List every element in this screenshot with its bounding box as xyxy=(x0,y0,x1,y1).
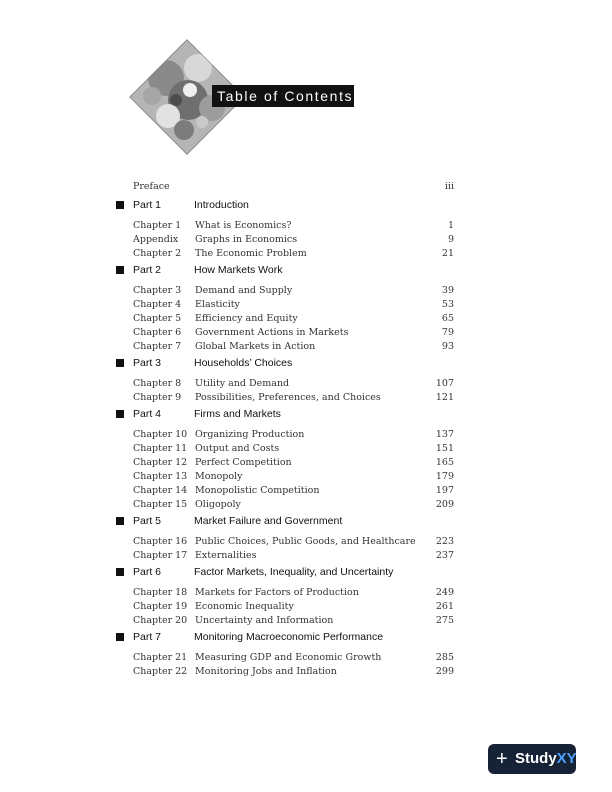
chapter-row[interactable] xyxy=(116,651,461,665)
brand-name-b: XY xyxy=(556,750,577,767)
chapter-title: Possibilities, Preferences, and Choices xyxy=(195,392,381,403)
part-title: Factor Markets, Inequality, and Uncertainty xyxy=(194,566,394,578)
chapter-row[interactable] xyxy=(116,298,461,312)
chapter-row[interactable] xyxy=(116,391,461,405)
square-bullet-icon xyxy=(116,201,124,209)
brand-name xyxy=(515,744,577,774)
chapter-row[interactable] xyxy=(116,219,461,233)
chapter-label: Chapter 2 xyxy=(133,248,182,259)
chapter-title: What is Economics? xyxy=(195,220,292,231)
chapter-page: 121 xyxy=(435,392,454,403)
chapter-label: Chapter 20 xyxy=(133,615,188,626)
part-label: Part 2 xyxy=(133,264,162,276)
chapter-page: 9 xyxy=(447,234,454,245)
chapter-label: Chapter 15 xyxy=(133,499,188,510)
chapter-row[interactable] xyxy=(116,312,461,326)
chapter-row[interactable] xyxy=(116,549,461,563)
chapter-label: Chapter 4 xyxy=(133,299,182,310)
chapter-row[interactable] xyxy=(116,456,461,470)
chapter-label: Chapter 16 xyxy=(133,536,188,547)
part-label: Part 7 xyxy=(133,631,162,643)
preface-page: iii xyxy=(444,181,454,192)
chapter-title: Output and Costs xyxy=(195,443,280,454)
chapter-title: The Economic Problem xyxy=(195,248,307,259)
preface-row[interactable] xyxy=(116,180,461,194)
chapter-row[interactable] xyxy=(116,233,461,247)
chapter-label: Chapter 14 xyxy=(133,485,188,496)
chapter-page: 65 xyxy=(441,313,454,324)
chapter-page: 79 xyxy=(441,327,454,338)
chapter-title: Monopolistic Competition xyxy=(195,485,320,496)
chapter-label: Chapter 12 xyxy=(133,457,188,468)
chapter-page: 261 xyxy=(435,601,454,612)
chapter-page: 165 xyxy=(435,457,454,468)
part-heading[interactable] xyxy=(116,513,461,529)
chapter-title: Externalities xyxy=(195,550,257,561)
part-label: Part 3 xyxy=(133,357,162,369)
chapter-label: Chapter 17 xyxy=(133,550,188,561)
chapter-title: Utility and Demand xyxy=(195,378,290,389)
chapter-page: 107 xyxy=(435,378,454,389)
chapter-title: Government Actions in Markets xyxy=(195,327,349,338)
part-label: Part 1 xyxy=(133,199,162,211)
chapter-page: 137 xyxy=(435,429,454,440)
chapter-page: 285 xyxy=(435,652,454,663)
part-label: Part 5 xyxy=(133,515,162,527)
part-title: Monitoring Macroeconomic Performance xyxy=(194,631,384,643)
chapter-row[interactable] xyxy=(116,326,461,340)
square-bullet-icon xyxy=(116,359,124,367)
chapter-label: Chapter 9 xyxy=(133,392,182,403)
plus-icon: + xyxy=(496,748,508,770)
chapter-title: Public Choices, Public Goods, and Healthcare xyxy=(195,536,416,547)
chapter-label: Chapter 8 xyxy=(133,378,182,389)
chapter-page: 223 xyxy=(435,536,454,547)
chapter-title: Demand and Supply xyxy=(195,285,293,296)
chapter-page: 53 xyxy=(441,299,454,310)
chapter-page: 197 xyxy=(435,485,454,496)
chapter-row[interactable] xyxy=(116,340,461,354)
chapter-title: Markets for Factors of Production xyxy=(195,587,359,598)
chapter-row[interactable] xyxy=(116,470,461,484)
chapter-title: Measuring GDP and Economic Growth xyxy=(195,652,382,663)
chapter-row[interactable] xyxy=(116,535,461,549)
chapter-row[interactable] xyxy=(116,665,461,679)
chapter-row[interactable] xyxy=(116,484,461,498)
chapter-label: Chapter 21 xyxy=(133,652,188,663)
chapter-page: 275 xyxy=(435,615,454,626)
chapter-page: 179 xyxy=(435,471,454,482)
chapter-page: 249 xyxy=(435,587,454,598)
toc-title: Table of Contents xyxy=(212,85,354,107)
chapter-label: Chapter 22 xyxy=(133,666,188,677)
chapter-title: Oligopoly xyxy=(195,499,241,510)
chapter-row[interactable] xyxy=(116,614,461,628)
chapter-label: Appendix xyxy=(133,234,179,245)
chapter-label: Chapter 18 xyxy=(133,587,188,598)
chapter-page: 93 xyxy=(441,341,454,352)
part-label: Part 6 xyxy=(133,566,162,578)
chapter-row[interactable] xyxy=(116,247,461,261)
square-bullet-icon xyxy=(116,266,124,274)
part-label: Part 4 xyxy=(133,408,162,420)
chapter-page: 1 xyxy=(447,220,454,231)
part-title: Market Failure and Government xyxy=(194,515,343,527)
chapter-label: Chapter 10 xyxy=(133,429,188,440)
part-title: How Markets Work xyxy=(194,264,283,276)
chapter-row[interactable] xyxy=(116,442,461,456)
chapter-label: Chapter 1 xyxy=(133,220,182,231)
chapter-title: Monopoly xyxy=(195,471,243,482)
chapter-label: Chapter 7 xyxy=(133,341,182,352)
part-heading[interactable] xyxy=(116,629,461,645)
part-heading[interactable] xyxy=(116,406,461,422)
square-bullet-icon xyxy=(116,517,124,525)
toc-header xyxy=(128,38,368,158)
part-heading[interactable] xyxy=(116,262,461,278)
chapter-row[interactable] xyxy=(116,377,461,391)
chapter-row[interactable] xyxy=(116,284,461,298)
chapter-title: Efficiency and Equity xyxy=(195,313,298,324)
chapter-label: Chapter 3 xyxy=(133,285,182,296)
square-bullet-icon xyxy=(116,633,124,641)
table-of-contents xyxy=(116,180,461,679)
chapter-page: 209 xyxy=(435,499,454,510)
chapter-title: Organizing Production xyxy=(195,429,305,440)
chapter-title: Global Markets in Action xyxy=(195,341,316,352)
part-title: Introduction xyxy=(194,199,249,211)
chapter-page: 151 xyxy=(435,443,454,454)
chapter-row[interactable] xyxy=(116,586,461,600)
part-title: Firms and Markets xyxy=(194,408,281,420)
square-bullet-icon xyxy=(116,410,124,418)
chapter-page: 39 xyxy=(441,285,454,296)
chapter-title: Monitoring Jobs and Inflation xyxy=(195,666,337,677)
part-heading[interactable] xyxy=(116,197,461,213)
chapter-label: Chapter 11 xyxy=(133,443,188,454)
chapter-label: Chapter 6 xyxy=(133,327,182,338)
chapter-title: Uncertainty and Information xyxy=(195,615,334,626)
studyxy-badge[interactable] xyxy=(488,744,576,774)
chapter-label: Chapter 5 xyxy=(133,313,182,324)
chapter-label: Chapter 13 xyxy=(133,471,188,482)
chapter-title: Perfect Competition xyxy=(195,457,292,468)
chapter-page: 299 xyxy=(435,666,454,677)
chapter-row[interactable] xyxy=(116,600,461,614)
chapter-row[interactable] xyxy=(116,428,461,442)
preface-label: Preface xyxy=(133,181,170,192)
square-bullet-icon xyxy=(116,568,124,576)
chapter-page: 21 xyxy=(441,248,454,259)
chapter-row[interactable] xyxy=(116,498,461,512)
chapter-title: Elasticity xyxy=(195,299,240,310)
part-title: Households’ Choices xyxy=(194,357,293,369)
chapter-title: Graphs in Economics xyxy=(195,234,298,245)
part-heading[interactable] xyxy=(116,564,461,580)
part-heading[interactable] xyxy=(116,355,461,371)
chapter-label: Chapter 19 xyxy=(133,601,188,612)
chapter-title: Economic Inequality xyxy=(195,601,294,612)
chapter-page: 237 xyxy=(435,550,454,561)
brand-name-a: Study xyxy=(515,750,557,767)
